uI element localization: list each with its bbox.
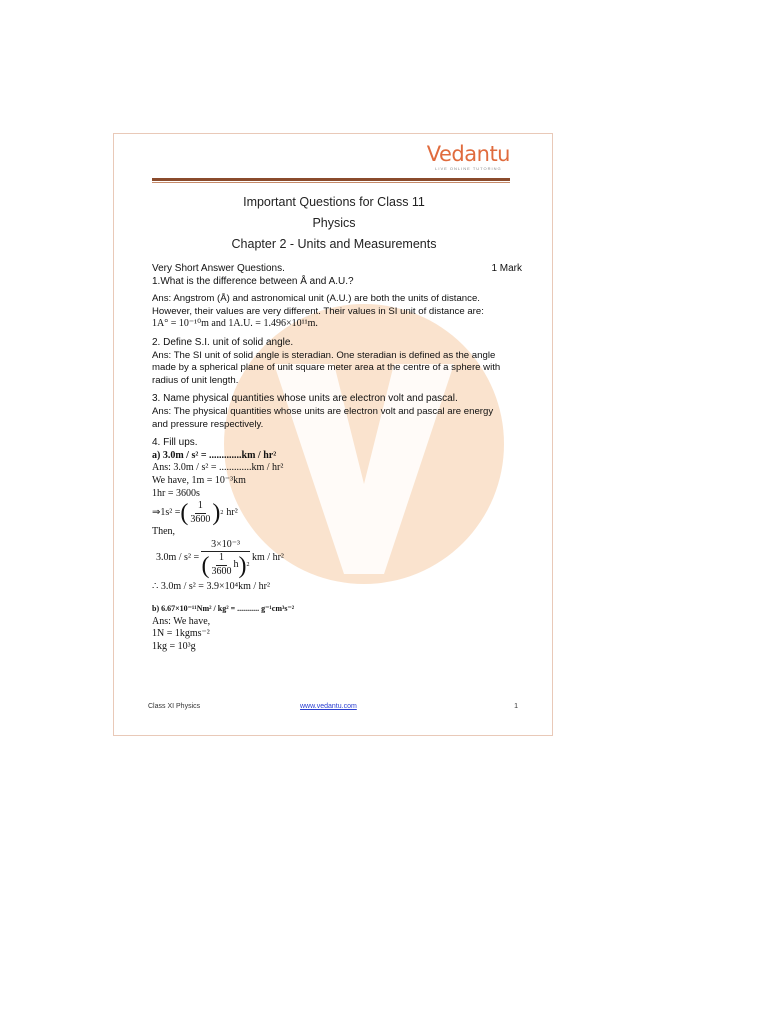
page-subject: Physics xyxy=(312,216,356,230)
page-footer xyxy=(148,703,518,710)
answer-1-line-1: Ans: Angstrom (Å) and astronomical unit (A.U.) are both the units of distance. xyxy=(152,293,480,305)
answer-4b-kg: 1kg = 10³g xyxy=(152,641,196,653)
section-label: Very Short Answer Questions. xyxy=(152,263,285,274)
answer-4b: Ans: We have, xyxy=(152,615,211,627)
footer-page-number: 1 xyxy=(514,703,518,710)
page-content xyxy=(152,263,522,654)
fraction xyxy=(190,500,210,526)
inner-denominator: 3600 xyxy=(211,566,232,578)
question-2: 2. Define S.I. unit of solid angle. xyxy=(152,336,294,348)
section-marks: 1 Mark xyxy=(491,263,522,274)
fraction-numerator: 1 xyxy=(195,500,206,514)
footer-link[interactable]: www.vedantu.com xyxy=(300,703,357,710)
then-rhs: km / hr² xyxy=(252,552,284,564)
question-4a: a) 3.0m / s² = .............km / hr² xyxy=(152,449,277,461)
left-paren-icon: ( xyxy=(180,500,189,527)
logo-tagline: LIVE ONLINE TUTORING xyxy=(435,166,502,171)
page-title: Important Questions for Class 11 xyxy=(243,195,425,209)
answer-3-line-1: Ans: The physical quantities whose units are electron volt and pascal are energy xyxy=(152,405,494,417)
question-4b: b) 6.67×10⁻¹¹Nm² / kg² = ........... g⁻¹cm³s⁻² xyxy=(152,604,295,614)
square-exponent-icon: 2 xyxy=(220,509,224,516)
question-3: 3. Name physical quantities whose units are electron volt and pascal. xyxy=(152,393,458,405)
inner-fraction xyxy=(212,552,232,578)
question-4: 4. Fill ups. xyxy=(152,437,198,449)
compound-numerator: 3×10⁻³ xyxy=(201,539,250,553)
answer-4a-hr: 1hr = 3600s xyxy=(152,487,200,499)
logo-name: Vedantu xyxy=(426,142,510,166)
header-rule-thin xyxy=(152,182,510,183)
answer-2-line-1: Ans: The SI unit of solid angle is steradian. One steradian is defined as the angle xyxy=(152,349,496,361)
inner-numerator: 1 xyxy=(216,552,227,566)
question-1: 1.What is the difference between Å and A.U.? xyxy=(152,275,354,287)
right-paren-icon: ) xyxy=(212,500,221,527)
header-rule xyxy=(152,178,510,181)
implies-lhs: ⇒1s² = xyxy=(152,506,181,518)
answer-1-line-2: However, their values are very different. Their values in SI unit of distance are: xyxy=(152,305,484,317)
page-chapter: Chapter 2 - Units and Measurements xyxy=(231,237,437,251)
answer-2-line-2: made by a spherical plane of unit square meter area at the centre of a sphere with xyxy=(152,362,501,374)
left-paren-icon: ( xyxy=(201,552,210,579)
then-lhs: 3.0m / s² = xyxy=(156,552,200,564)
implies-rhs: hr² xyxy=(226,506,238,518)
equation-implies xyxy=(152,500,522,526)
document-page xyxy=(113,133,553,736)
compound-denominator xyxy=(202,552,250,578)
fraction-denominator: 3600 xyxy=(190,513,211,525)
answer-2-line-3: radius of unit length. xyxy=(152,374,239,386)
vedantu-logo xyxy=(427,144,510,171)
answer-3-line-2: and pressure respectively. xyxy=(152,418,264,430)
equation-then xyxy=(156,539,522,579)
answer-4a-have: We have, 1m = 10⁻³km xyxy=(152,474,246,486)
section-header xyxy=(152,263,522,276)
then-label: Then, xyxy=(152,526,176,538)
answer-1-line-3: 1A° = 10⁻¹⁰m and 1A.U. = 1.496×10¹¹m. xyxy=(152,318,318,330)
square-exponent-icon: 2 xyxy=(246,562,250,569)
therefore-line: ∴ 3.0m / s² = 3.9×10⁴km / hr² xyxy=(152,580,270,592)
footer-class: Class XI Physics xyxy=(148,703,201,710)
compound-fraction xyxy=(201,539,250,579)
answer-4b-newton: 1N = 1kgms⁻² xyxy=(152,628,210,640)
inner-unit: h xyxy=(233,559,239,571)
right-paren-icon: ) xyxy=(238,552,247,579)
answer-4a: Ans: 3.0m / s² = .............km / hr² xyxy=(152,462,284,474)
